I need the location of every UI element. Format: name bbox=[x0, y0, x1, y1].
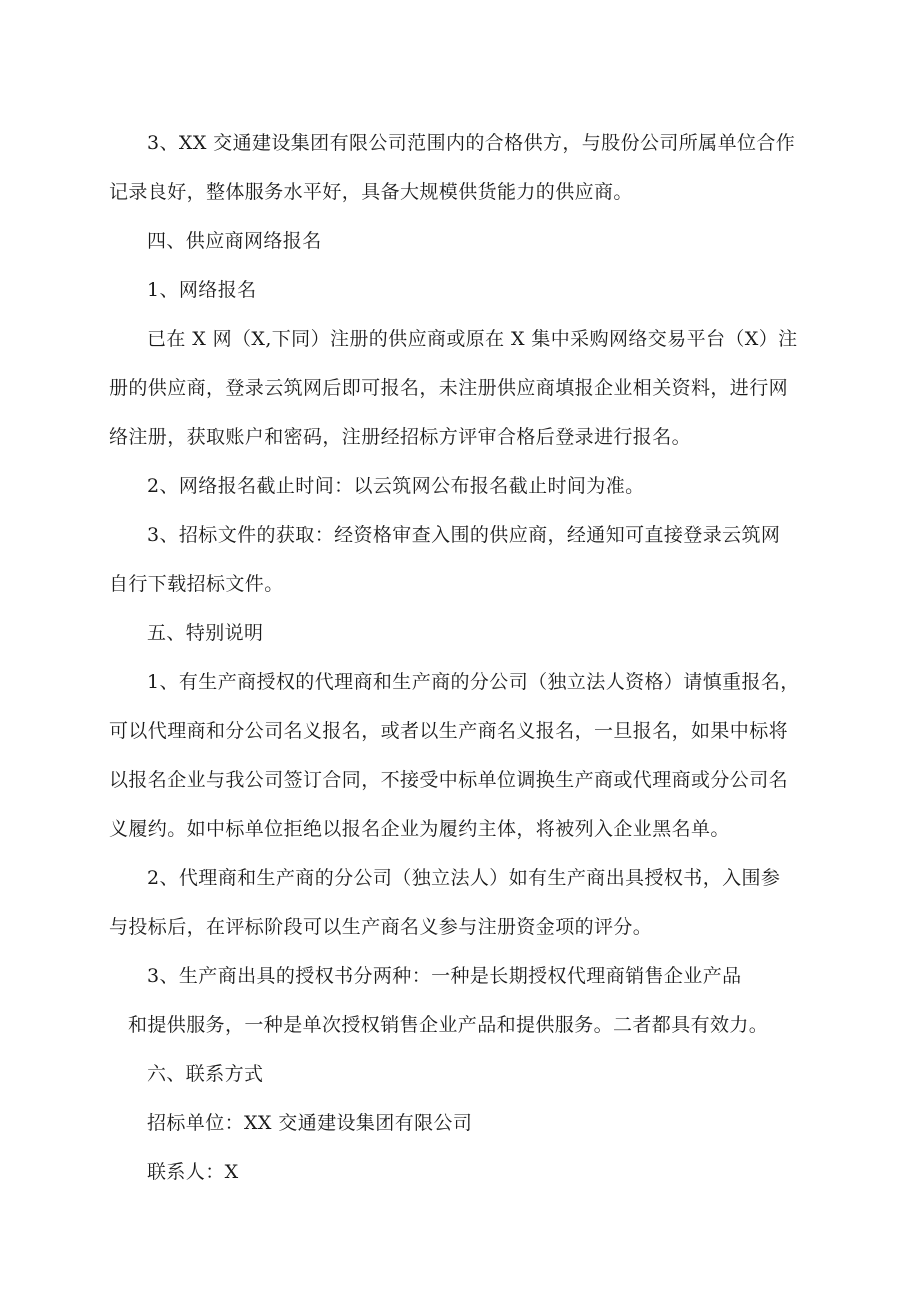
section-heading: 六、联系方式 bbox=[147, 1063, 264, 1085]
paragraph-line: 2、网络报名截止时间：以云筑网公布报名截止时间为准。 bbox=[147, 475, 645, 497]
section-heading: 四、供应商网络报名 bbox=[147, 230, 322, 252]
paragraph-line: 可以代理商和分公司名义报名，或者以生产商名义报名，一旦报名，如果中标将 bbox=[109, 720, 789, 742]
paragraph-line: 1、有生产商授权的代理商和生产商的分公司（独立法人资格）请慎重报名， bbox=[147, 671, 800, 693]
paragraph-line: 3、XX 交通建设集团有限公司范围内的合格供方，与股份公司所属单位合作 bbox=[147, 132, 796, 154]
paragraph-line: 络注册，获取账户和密码，注册经招标方评审合格后登录进行报名。 bbox=[109, 426, 692, 448]
paragraph-line: 2、代理商和生产商的分公司（独立法人）如有生产商出具授权书，入围参 bbox=[147, 867, 781, 889]
subsection-heading: 1、网络报名 bbox=[147, 279, 257, 301]
paragraph-line: 3、生产商出具的授权书分两种：一种是长期授权代理商销售企业产品 bbox=[147, 965, 742, 987]
paragraph-line: 与投标后，在评标阶段可以生产商名义参与注册资金项的评分。 bbox=[109, 916, 653, 938]
paragraph-line: 和提供服务，一种是单次授权销售企业产品和提供服务。二者都具有效力。 bbox=[128, 1014, 769, 1036]
paragraph-line: 记录良好，整体服务水平好，具备大规模供货能力的供应商。 bbox=[109, 181, 633, 203]
paragraph-line: 自行下载招标文件。 bbox=[109, 573, 284, 595]
section-heading: 五、特别说明 bbox=[147, 622, 264, 644]
paragraph-line: 以报名企业与我公司签订合同，不接受中标单位调换生产商或代理商或分公司名 bbox=[109, 769, 789, 791]
paragraph-line: 册的供应商，登录云筑网后即可报名，未注册供应商填报企业相关资料，进行网 bbox=[109, 377, 789, 399]
contact-person: 联系人：X bbox=[147, 1161, 239, 1183]
paragraph-line: 义履约。如中标单位拒绝以报名企业为履约主体，将被列入企业黑名单。 bbox=[109, 818, 730, 840]
contact-unit: 招标单位：XX 交通建设集团有限公司 bbox=[147, 1112, 473, 1134]
paragraph-line: 3、招标文件的获取：经资格审查入围的供应商，经通知可直接登录云筑网 bbox=[147, 524, 781, 546]
paragraph-line: 已在 X 网（X,下同）注册的供应商或原在 X 集中采购网络交易平台（X）注 bbox=[147, 328, 798, 350]
